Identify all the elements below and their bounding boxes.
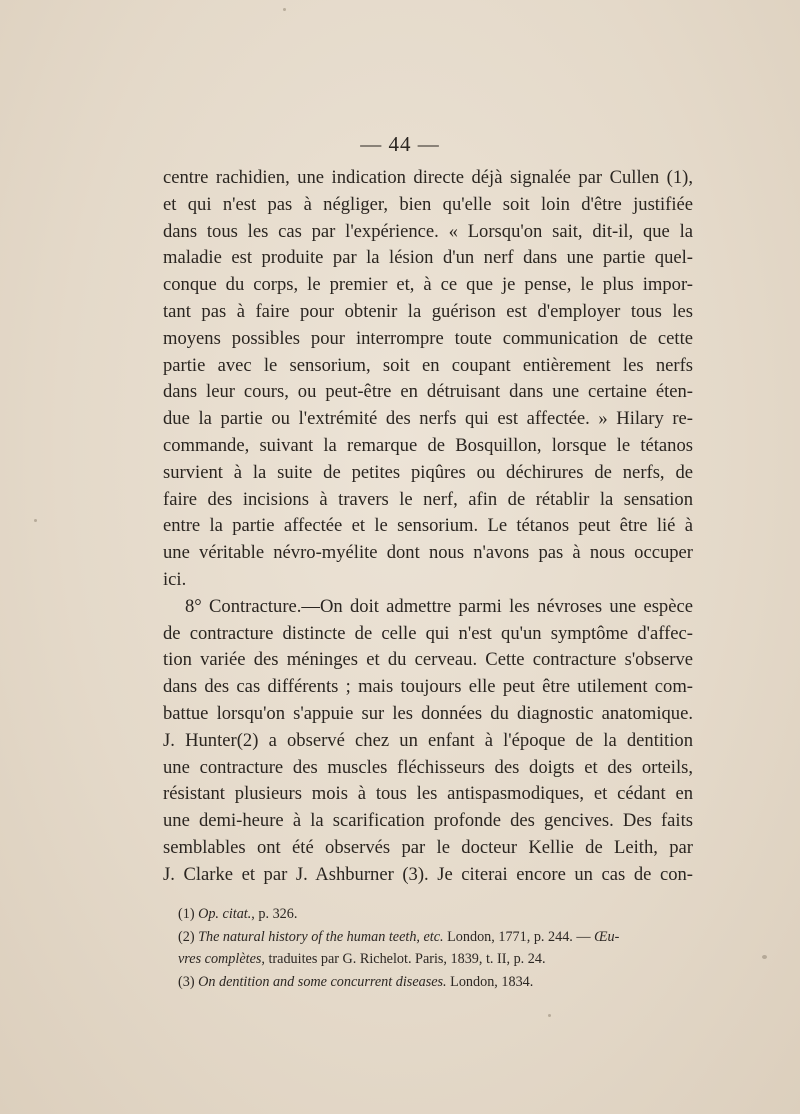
footnotes xyxy=(178,903,708,993)
text-line: une contracture des muscles fléchisseurs des doigts et des orteils, xyxy=(163,756,693,778)
footnote-text: , p. 326. xyxy=(251,906,298,922)
footnote-number: (1) xyxy=(178,906,195,922)
text-line: faire des incisions à travers le nerf, afin de rétablir la sensation xyxy=(163,488,693,510)
footnote-2-continued xyxy=(178,948,708,971)
text-line: J. Clarke et par J. Ashburner (3). Je citerai encore un cas de con- xyxy=(163,863,693,885)
text-line: ici. xyxy=(163,568,187,590)
paper-speck xyxy=(762,955,767,959)
text-line: dans leur cours, ou peut-être en détruisant dans une certaine éten- xyxy=(163,381,693,403)
text-line: une demi-heure à la scarification profonde des gencives. Des faits xyxy=(163,810,693,832)
text-line: résistant plusieurs mois à tous les antispasmodiques, et cédant en xyxy=(163,783,693,805)
footnote-title: The natural history of the human teeth, etc. xyxy=(198,928,444,945)
footnote-title: Œu- xyxy=(594,928,620,945)
text-line: maladie est produite par la lésion d'un nerf dans une partie quel- xyxy=(163,247,693,269)
page-number: — 44 — xyxy=(360,132,440,156)
text-line: de contracture distincte de celle qui n'est qu'un symptôme d'affec- xyxy=(163,622,693,644)
footnote-title: vres complètes xyxy=(178,951,262,967)
footnote-text: London, 1771, p. 244. — xyxy=(443,928,595,945)
paper-speck xyxy=(548,1014,551,1017)
paper-speck xyxy=(283,8,286,11)
text-line: battue lorsqu'on s'appuie sur les données du diagnostic anatomique. xyxy=(163,702,693,724)
text-line: moyens possibles pour interrompre toute communication de cette xyxy=(163,327,693,349)
footnote-3 xyxy=(178,971,708,994)
text-line: tion variée des méninges et du cerveau. Cette contracture s'observe xyxy=(163,649,693,671)
text-line: dans des cas différents ; mais toujours elle peut être utilement com- xyxy=(163,676,693,698)
text-line: une véritable névro-myélite dont nous n'avons pas à nous occuper xyxy=(163,542,693,564)
footnote-number: (3) xyxy=(178,973,195,990)
footnote-2 xyxy=(178,926,708,949)
footnote-text: London, 1834. xyxy=(446,973,534,990)
footnote-1 xyxy=(178,903,708,926)
text-line: due la partie ou l'extrémité des nerfs qui est affectée. » Hilary re- xyxy=(163,408,693,430)
section-heading-line: 8° Contracture.—On doit admettre parmi les névroses une espèce xyxy=(185,595,693,617)
footnote-title: On dentition and some concurrent diseases. xyxy=(198,973,447,990)
text-line: commande, suivant la remarque de Bosquillon, lorsque le tétanos xyxy=(163,434,693,456)
text-line: survient à la suite de petites piqûres ou déchirures de nerfs, de xyxy=(163,461,693,483)
paper-speck xyxy=(34,519,37,522)
footnote-title: Op. citat. xyxy=(198,906,252,922)
text-line: et qui n'est pas à négliger, bien qu'elle soit loin d'être justifiée xyxy=(163,193,693,215)
text-line: semblables ont été observés par le docteur Kellie de Leith, par xyxy=(163,836,693,858)
footnote-number: (2) xyxy=(178,928,195,945)
text-line: tant pas à faire pour obtenir la guérison est d'employer tous les xyxy=(163,300,693,322)
text-line: centre rachidien, une indication directe déjà signalée par Cullen (1), xyxy=(163,167,693,188)
text-line: dans tous les cas par l'expérience. « Lorsqu'on sait, dit-il, que la xyxy=(163,220,693,242)
text-line: entre la partie affectée et le sensorium. Le tétanos peut être lié à xyxy=(163,515,693,537)
body-text xyxy=(163,165,693,889)
text-line: conque du corps, le premier et, à ce que je pense, le plus impor- xyxy=(163,274,693,296)
footnote-text: , traduites par G. Richelot. Paris, 1839, t. II, p. 24. xyxy=(261,951,546,967)
text-line: J. Hunter(2) a observé chez un enfant à l'époque de la dentition xyxy=(163,729,693,751)
text-line: partie avec le sensorium, soit en coupant entièrement les nerfs xyxy=(163,354,693,376)
